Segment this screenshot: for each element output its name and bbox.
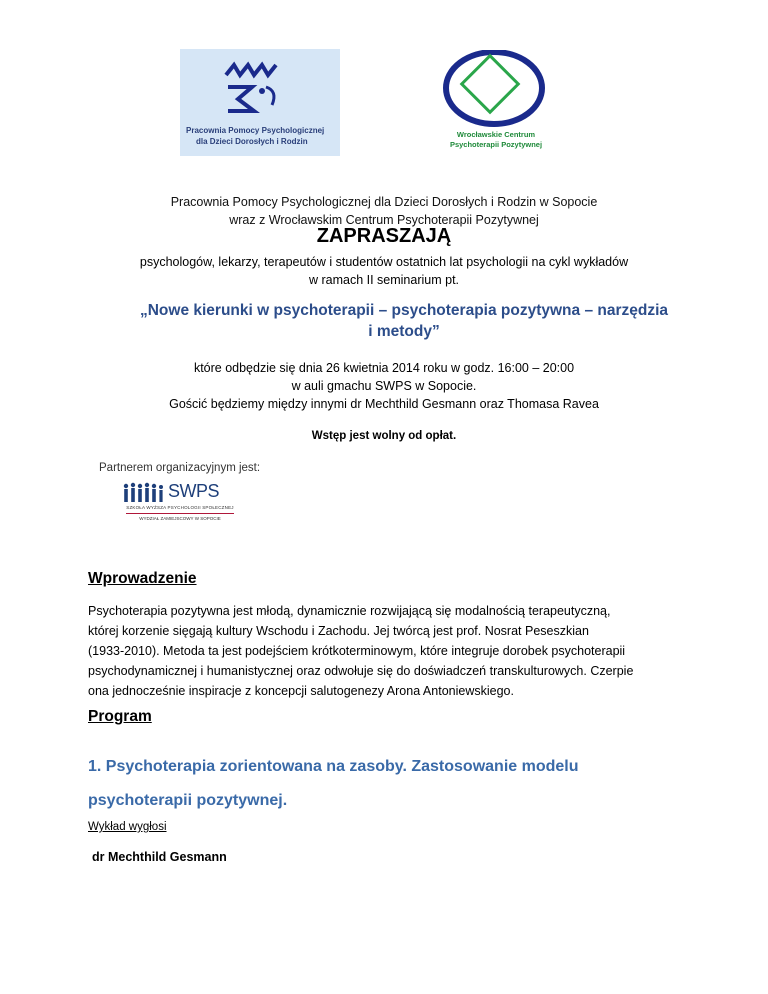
pracownia-logo [180, 49, 340, 156]
lecture1-title [88, 750, 688, 818]
audience-block [0, 253, 768, 289]
lecture-by-label: Wykład wygłosi [88, 821, 167, 833]
wroclaw-caption-line1: Wrocławskie Centrum [456, 130, 536, 139]
lecture1-title-line1: 1. Psychoterapia zorientowana na zasoby. Zastosowanie modelu [88, 758, 579, 775]
organizer-line2: wraz z Wrocławskim Centrum Psychoterapii Pozytywnej [229, 213, 539, 227]
intro-line: której korzenie sięgają kultury Wschodu i Zachodu. Jej twórcą jest prof. Nosrat Peseszkian [88, 624, 589, 638]
seminar-title-line2: i metody” [368, 323, 440, 340]
seminar-details [0, 359, 768, 413]
organizers-block [0, 193, 768, 229]
seminar-place: w auli gmachu SWPS w Sopocie. [291, 379, 477, 393]
organizer-line1: Pracownia Pomocy Psychologicznej dla Dzieci Dorosłych i Rodzin w Sopocie [170, 195, 598, 209]
swps-logo [118, 480, 242, 530]
seminar-guests: Gościć będziemy między innymi dr Mechthild Gesmann oraz Thomasa Ravea [169, 397, 599, 411]
seminar-date: które odbędzie się dnia 26 kwietnia 2014 roku w godz. 16:00 – 20:00 [193, 361, 575, 375]
swps-name: SWPS [168, 481, 220, 501]
intro-line: (1933-2010). Metoda ta jest podejściem krótkoterminowym, które integruje dorobek psychoterapii [88, 644, 626, 658]
partner-label: Partnerem organizacyjnym jest: [99, 462, 261, 474]
wroclaw-centre-logo [436, 50, 556, 154]
seminar-title-line1: „Nowe kierunki w psychoterapii – psychoterapia pozytywna – narzędzia [139, 302, 669, 319]
wroclaw-centre-emblem-icon [436, 50, 556, 130]
audience-line2: w ramach II seminarium pt. [308, 273, 460, 287]
swps-fullname: SZKOŁA WYŻSZA PSYCHOLOGII SPOŁECZNEJ [126, 505, 234, 510]
pracownia-emblem-icon [218, 61, 302, 123]
pracownia-caption-line1: Pracownia Pomocy Psychologicznej [186, 126, 325, 135]
swps-faculty: WYDZIAŁ ZAMIEJSCOWY W SOPOCIE [139, 516, 221, 521]
intro-heading: Wprowadzenie [88, 570, 197, 587]
free-entry-note: Wstęp jest wolny od opłat. [311, 430, 457, 442]
intro-line: ona jednocześnie inspiracje z koncepcji salutogenezy Arona Antoniewskiego. [88, 684, 514, 698]
invite-heading: ZAPRASZAJĄ [316, 225, 452, 247]
intro-line: Psychoterapia pozytywna jest młodą, dynamicznie rozwijającą się modalnością terapeutyczną, [88, 604, 611, 618]
swps-divider [126, 513, 234, 514]
people-silhouettes-icon [118, 482, 168, 504]
intro-line: psychodynamicznej i humanistycznej oraz odwołuje się do doświadczeń transkulturowych. Czerpie [88, 664, 634, 678]
wroclaw-caption-line2: Psychoterapii Pozytywnej [449, 140, 543, 149]
program-heading: Program [88, 708, 152, 725]
audience-line1: psychologów, lekarzy, terapeutów i studentów ostatnich lat psychologii na cykl wykładów [139, 255, 629, 269]
intro-paragraph [88, 601, 673, 701]
speaker-name: dr Mechthild Gesmann [92, 850, 227, 864]
pracownia-caption-line2: dla Dzieci Dorosłych i Rodzin [196, 137, 308, 146]
lecture1-title-line2: psychoterapii pozytywnej. [88, 792, 288, 809]
seminar-title [124, 300, 684, 342]
